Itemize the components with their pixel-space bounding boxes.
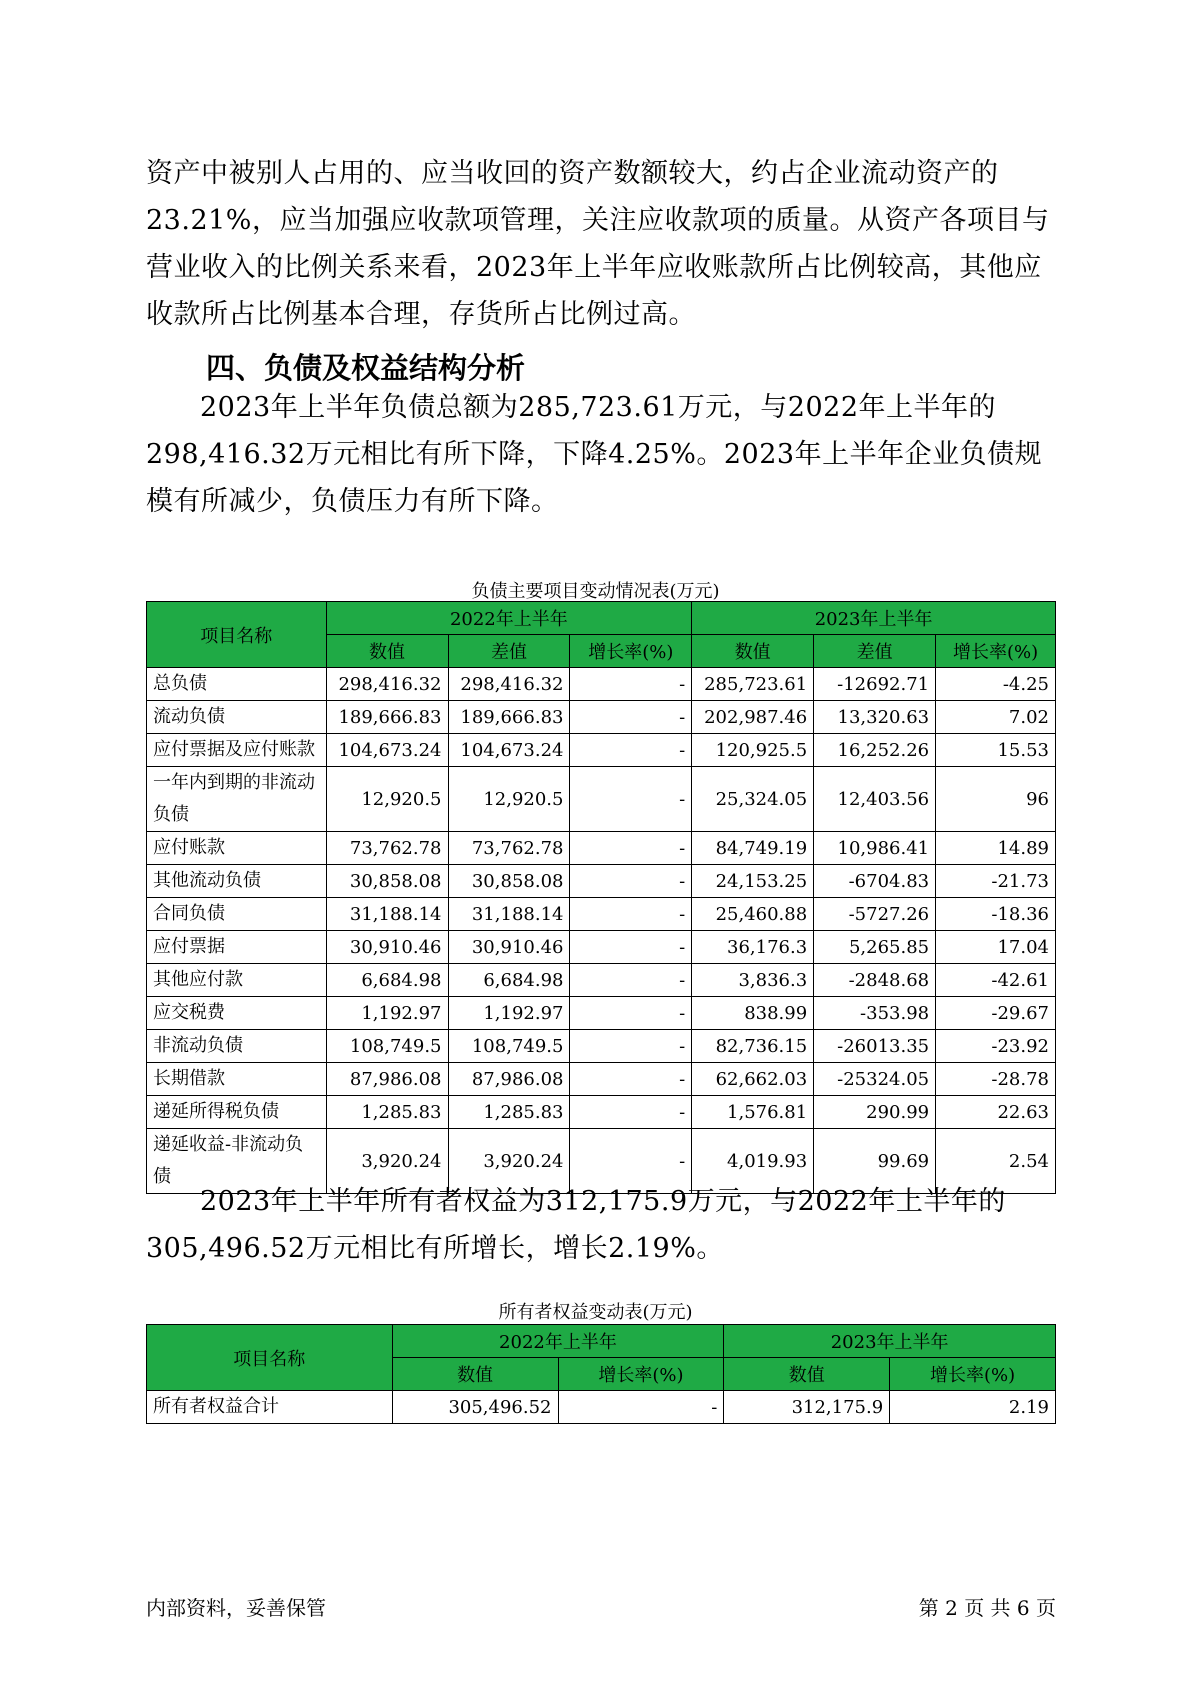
table-cell: 6,684.98 [326, 964, 448, 997]
table-cell: 108,749.5 [448, 1030, 570, 1063]
table-cell: -23.92 [936, 1030, 1056, 1063]
table-cell: -28.78 [936, 1063, 1056, 1096]
table-row [147, 832, 1056, 865]
table-cell: 16,252.26 [814, 734, 936, 767]
paragraph-assets: 资产中被别人占用的、应当收回的资产数额较大，约占企业流动资产的23.21%，应当加强应收款项管理，关注应收款项的质量。从资产各项目与营业收入的比例关系来看，2023年上半年应收账款所占比例较高，其他应收款所占比例基本合理，存货所占比例过高。 [146, 158, 1050, 330]
header-growth: 增长率(%) [558, 1358, 724, 1391]
table-row [147, 931, 1056, 964]
table-cell: 73,762.78 [448, 832, 570, 865]
table-cell: -42.61 [936, 964, 1056, 997]
table-cell: 22.63 [936, 1096, 1056, 1129]
header-item-name: 项目名称 [147, 602, 327, 668]
table-cell: 62,662.03 [692, 1063, 814, 1096]
table-cell: 189,666.83 [448, 701, 570, 734]
table-cell: 4,019.93 [692, 1129, 814, 1194]
row-label: 一年内到期的非流动负债 [147, 767, 327, 832]
paragraph-equity: 2023年上半年所有者权益为312,175.9万元，与2022年上半年的305,496.52万元相比有所增长，增长2.19%。 [146, 1186, 1006, 1264]
table-row [147, 1391, 1056, 1424]
table-cell: -4.25 [936, 668, 1056, 701]
table-cell: 3,920.24 [326, 1129, 448, 1194]
table-cell: 120,925.5 [692, 734, 814, 767]
row-label: 递延收益-非流动负债 [147, 1129, 327, 1194]
table-cell: - [570, 964, 692, 997]
table-row [147, 701, 1056, 734]
table-cell: 30,858.08 [448, 865, 570, 898]
header-diff: 差值 [814, 635, 936, 668]
table-cell: - [570, 701, 692, 734]
table-cell: 84,749.19 [692, 832, 814, 865]
table-cell: 7.02 [936, 701, 1056, 734]
row-label: 长期借款 [147, 1063, 327, 1096]
row-label: 其他应付款 [147, 964, 327, 997]
table-cell: 12,403.56 [814, 767, 936, 832]
table-cell: 108,749.5 [326, 1030, 448, 1063]
table-cell: 305,496.52 [392, 1391, 558, 1424]
table-cell: 838.99 [692, 997, 814, 1030]
table-row [147, 767, 1056, 832]
table-cell: 1,192.97 [326, 997, 448, 1030]
row-label: 流动负债 [147, 701, 327, 734]
table-cell: -353.98 [814, 997, 936, 1030]
table-cell: 36,176.3 [692, 931, 814, 964]
table-cell: 25,324.05 [692, 767, 814, 832]
table-cell: - [558, 1391, 724, 1424]
table-row [147, 898, 1056, 931]
table-cell: - [570, 1063, 692, 1096]
row-label: 合同负债 [147, 898, 327, 931]
table-cell: 104,673.24 [326, 734, 448, 767]
table-row [147, 964, 1056, 997]
table1-caption: 负债主要项目变动情况表(万元) [471, 581, 720, 602]
header-year-2022: 2022年上半年 [392, 1325, 724, 1358]
equity-table [146, 1324, 1056, 1424]
table-cell: -21.73 [936, 865, 1056, 898]
table-cell: 1,576.81 [692, 1096, 814, 1129]
row-label: 应付账款 [147, 832, 327, 865]
table-cell: 12,920.5 [326, 767, 448, 832]
table-cell: 189,666.83 [326, 701, 448, 734]
table-cell: 82,736.15 [692, 1030, 814, 1063]
table-cell: 96 [936, 767, 1056, 832]
header-value: 数值 [692, 635, 814, 668]
row-label: 应交税费 [147, 997, 327, 1030]
table-cell: 285,723.61 [692, 668, 814, 701]
header-year-2023: 2023年上半年 [724, 1325, 1056, 1358]
table-cell: -25324.05 [814, 1063, 936, 1096]
table-cell: 30,910.46 [448, 931, 570, 964]
row-label: 递延所得税负债 [147, 1096, 327, 1129]
header-growth: 增长率(%) [936, 635, 1056, 668]
table-cell: 13,320.63 [814, 701, 936, 734]
table-cell: - [570, 865, 692, 898]
table-cell: -18.36 [936, 898, 1056, 931]
row-label: 应付票据及应付账款 [147, 734, 327, 767]
table-cell: 31,188.14 [448, 898, 570, 931]
table-cell: -26013.35 [814, 1030, 936, 1063]
table-row [147, 668, 1056, 701]
table-cell: 2.54 [936, 1129, 1056, 1194]
table-cell: 290.99 [814, 1096, 936, 1129]
table-cell: 24,153.25 [692, 865, 814, 898]
table-cell: 298,416.32 [448, 668, 570, 701]
table-row [147, 1063, 1056, 1096]
table-cell: - [570, 1030, 692, 1063]
footer-page-number: 第 2 页 共 6 页 [918, 1596, 1056, 1620]
table-cell: 15.53 [936, 734, 1056, 767]
table-cell: 25,460.88 [692, 898, 814, 931]
table-cell: 3,836.3 [692, 964, 814, 997]
table-cell: - [570, 1129, 692, 1194]
table-cell: 73,762.78 [326, 832, 448, 865]
table-cell: 31,188.14 [326, 898, 448, 931]
table-cell: 99.69 [814, 1129, 936, 1194]
header-diff: 差值 [448, 635, 570, 668]
table-cell: 1,192.97 [448, 997, 570, 1030]
table-cell: 30,858.08 [326, 865, 448, 898]
table-cell: -2848.68 [814, 964, 936, 997]
table-cell: - [570, 668, 692, 701]
header-item-name: 项目名称 [147, 1325, 393, 1391]
table-cell: 104,673.24 [448, 734, 570, 767]
table-cell: 202,987.46 [692, 701, 814, 734]
table-cell: 312,175.9 [724, 1391, 890, 1424]
table-row [147, 865, 1056, 898]
table-cell: 87,986.08 [448, 1063, 570, 1096]
row-label: 所有者权益合计 [147, 1391, 393, 1424]
table-cell: 12,920.5 [448, 767, 570, 832]
row-label: 其他流动负债 [147, 865, 327, 898]
table-cell: - [570, 734, 692, 767]
table-cell: - [570, 931, 692, 964]
table-cell: 2.19 [890, 1391, 1056, 1424]
row-label: 非流动负债 [147, 1030, 327, 1063]
table-cell: 1,285.83 [448, 1096, 570, 1129]
liabilities-table [146, 601, 1056, 1194]
section-heading: 四、负债及权益结构分析 [206, 351, 526, 385]
table-cell: 14.89 [936, 832, 1056, 865]
header-value: 数值 [392, 1358, 558, 1391]
table-row [147, 1096, 1056, 1129]
row-label: 总负债 [147, 668, 327, 701]
header-value: 数值 [326, 635, 448, 668]
table-cell: 17.04 [936, 931, 1056, 964]
table-cell: -6704.83 [814, 865, 936, 898]
header-growth: 增长率(%) [570, 635, 692, 668]
table-cell: - [570, 832, 692, 865]
table-cell: 1,285.83 [326, 1096, 448, 1129]
table-row [147, 734, 1056, 767]
table-cell: - [570, 997, 692, 1030]
footer-confidential: 内部资料，妥善保管 [146, 1596, 326, 1620]
header-year-2022: 2022年上半年 [326, 602, 692, 635]
table-cell: 3,920.24 [448, 1129, 570, 1194]
table-cell: -29.67 [936, 997, 1056, 1030]
table-cell: 10,986.41 [814, 832, 936, 865]
table-cell: 6,684.98 [448, 964, 570, 997]
table-cell: - [570, 898, 692, 931]
header-year-2023: 2023年上半年 [692, 602, 1056, 635]
table-row [147, 1030, 1056, 1063]
table-row [147, 997, 1056, 1030]
table-cell: 87,986.08 [326, 1063, 448, 1096]
table-cell: - [570, 767, 692, 832]
table-cell: 298,416.32 [326, 668, 448, 701]
header-value: 数值 [724, 1358, 890, 1391]
table-cell: -12692.71 [814, 668, 936, 701]
table-cell: - [570, 1096, 692, 1129]
row-label: 应付票据 [147, 931, 327, 964]
table-cell: 5,265.85 [814, 931, 936, 964]
header-growth: 增长率(%) [890, 1358, 1056, 1391]
paragraph-liabilities: 2023年上半年负债总额为285,723.61万元，与2022年上半年的298,416.32万元相比有所下降，下降4.25%。2023年上半年企业负债规模有所减少，负债压力有所下降。 [146, 392, 1043, 517]
table-cell: -5727.26 [814, 898, 936, 931]
table-cell: 30,910.46 [326, 931, 448, 964]
table2-caption: 所有者权益变动表(万元) [498, 1302, 693, 1323]
